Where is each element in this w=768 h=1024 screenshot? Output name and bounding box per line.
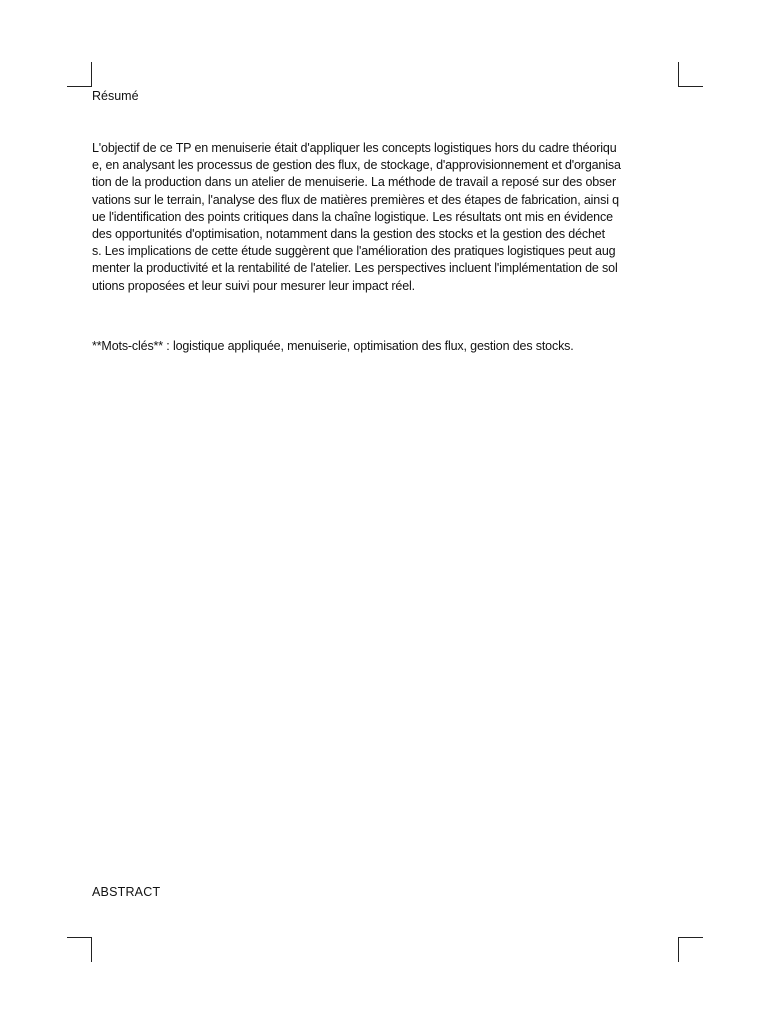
resume-line: utions proposées et leur suivi pour mesurer leur impact réel. [92,278,415,293]
resume-line: tion de la production dans un atelier de menuiserie. La méthode de travail a reposé sur des obser [92,175,616,190]
crop-mark-top-left [67,62,92,87]
resume-line: L'objectif de ce TP en menuiserie était d'appliquer les concepts logistiques hors du cadre théoriqu [92,141,617,155]
resume-line: menter la productivité et la rentabilité de l'atelier. Les perspectives incluent l'implémentation de sol [92,261,618,276]
resume-heading: Résumé [92,89,139,103]
abstract-heading: ABSTRACT [92,885,161,899]
crop-mark-bottom-left [67,937,92,962]
resume-line: e, en analysant les processus de gestion des flux, de stockage, d'approvisionnement et d'organisa [92,158,621,173]
keywords-line: **Mots-clés** : logistique appliquée, menuiserie, optimisation des flux, gestion des stocks. [92,339,574,353]
crop-mark-top-right [678,62,703,87]
resume-paragraph [92,140,682,295]
resume-line: s. Les implications de cette étude suggèrent que l'amélioration des pratiques logistiques peut aug [92,244,616,259]
resume-line: des opportunités d'optimisation, notamment dans la gestion des stocks et la gestion des déchet [92,227,605,242]
resume-line: ue l'identification des points critiques dans la chaîne logistique. Les résultats ont mis en évidence [92,209,613,224]
resume-line: vations sur le terrain, l'analyse des flux de matières premières et des étapes de fabrication, ainsi q [92,192,619,207]
crop-mark-bottom-right [678,937,703,962]
